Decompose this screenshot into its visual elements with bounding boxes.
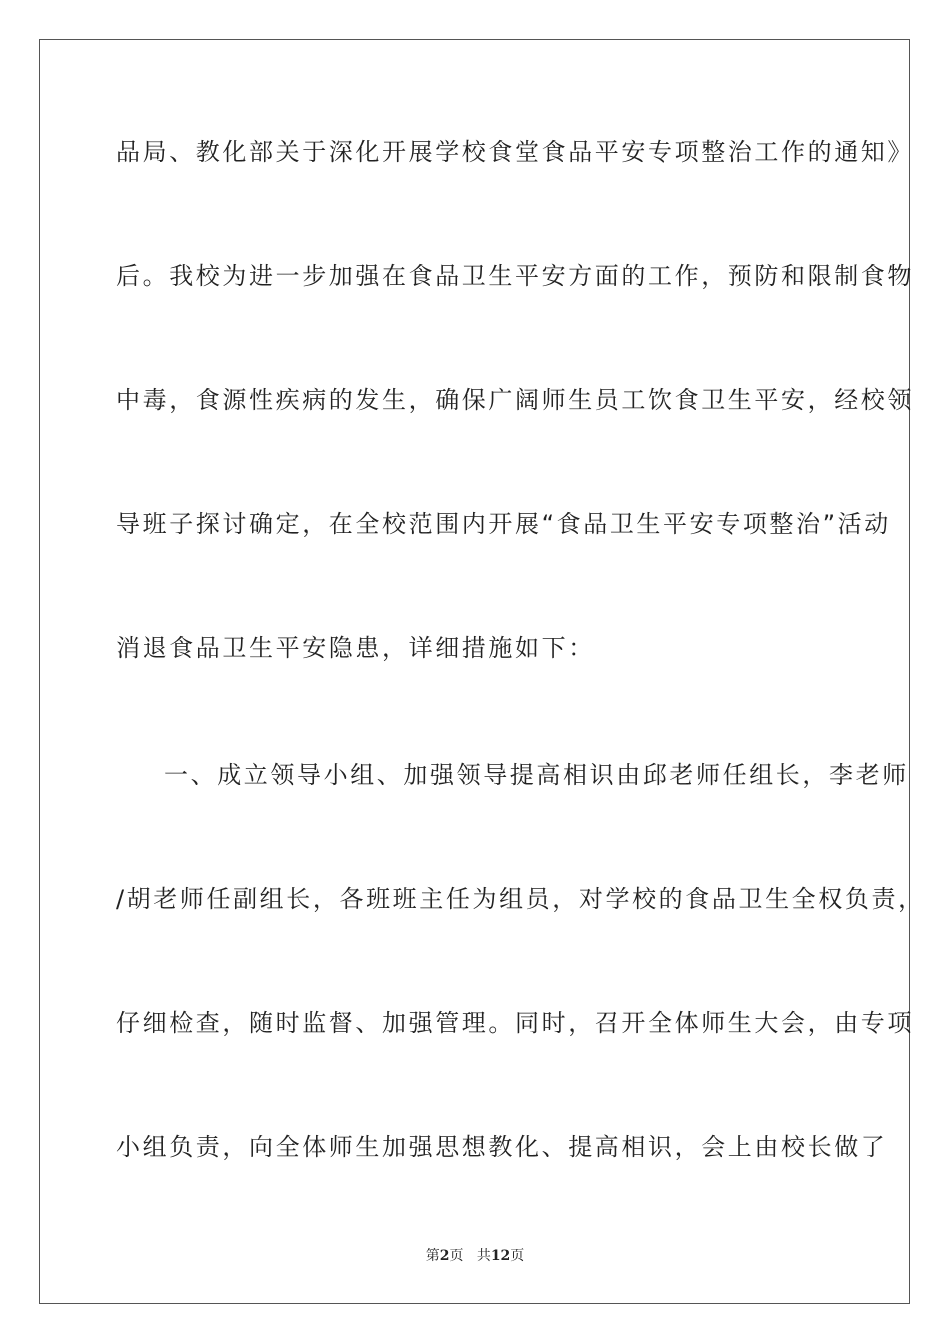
page-total: 12	[490, 1248, 511, 1264]
page-border	[39, 39, 925, 1304]
text-line-3: 中毒，食源性疾病的发生，确保广阔师生员工饮食卫生平安，经校领	[116, 386, 914, 414]
page-prefix: 第	[425, 1248, 440, 1264]
total-suffix: 页	[510, 1248, 525, 1264]
text-line-1: 品局、教化部关于深化开展学校食堂食品平安专项整治工作的通知》	[116, 138, 914, 166]
page-footer	[0, 1247, 950, 1265]
page-current: 2	[439, 1248, 450, 1264]
text-line-2: 后。我校为进一步加强在食品卫生平安方面的工作，预防和限制食物	[116, 262, 914, 290]
total-prefix: 共	[476, 1248, 491, 1264]
text-line-5: 消退食品卫生平安隐患，详细措施如下：	[116, 634, 595, 662]
text-line-8: 仔细检查，随时监督、加强管理。同时，召开全体师生大会，由专项	[116, 1009, 914, 1037]
text-line-7: /胡老师任副组长，各班班主任为组员，对学校的食品卫生全权负责，	[116, 885, 925, 913]
page-suffix: 页	[449, 1248, 464, 1264]
text-line-6: 一、成立领导小组、加强领导提高相识由邱老师任组长，李老师	[164, 761, 909, 789]
text-line-4: 导班子探讨确定，在全校范围内开展“食品卫生平安专项整治”活动	[116, 510, 891, 538]
text-line-9: 小组负责，向全体师生加强思想教化、提高相识，会上由校长做了	[116, 1133, 888, 1161]
